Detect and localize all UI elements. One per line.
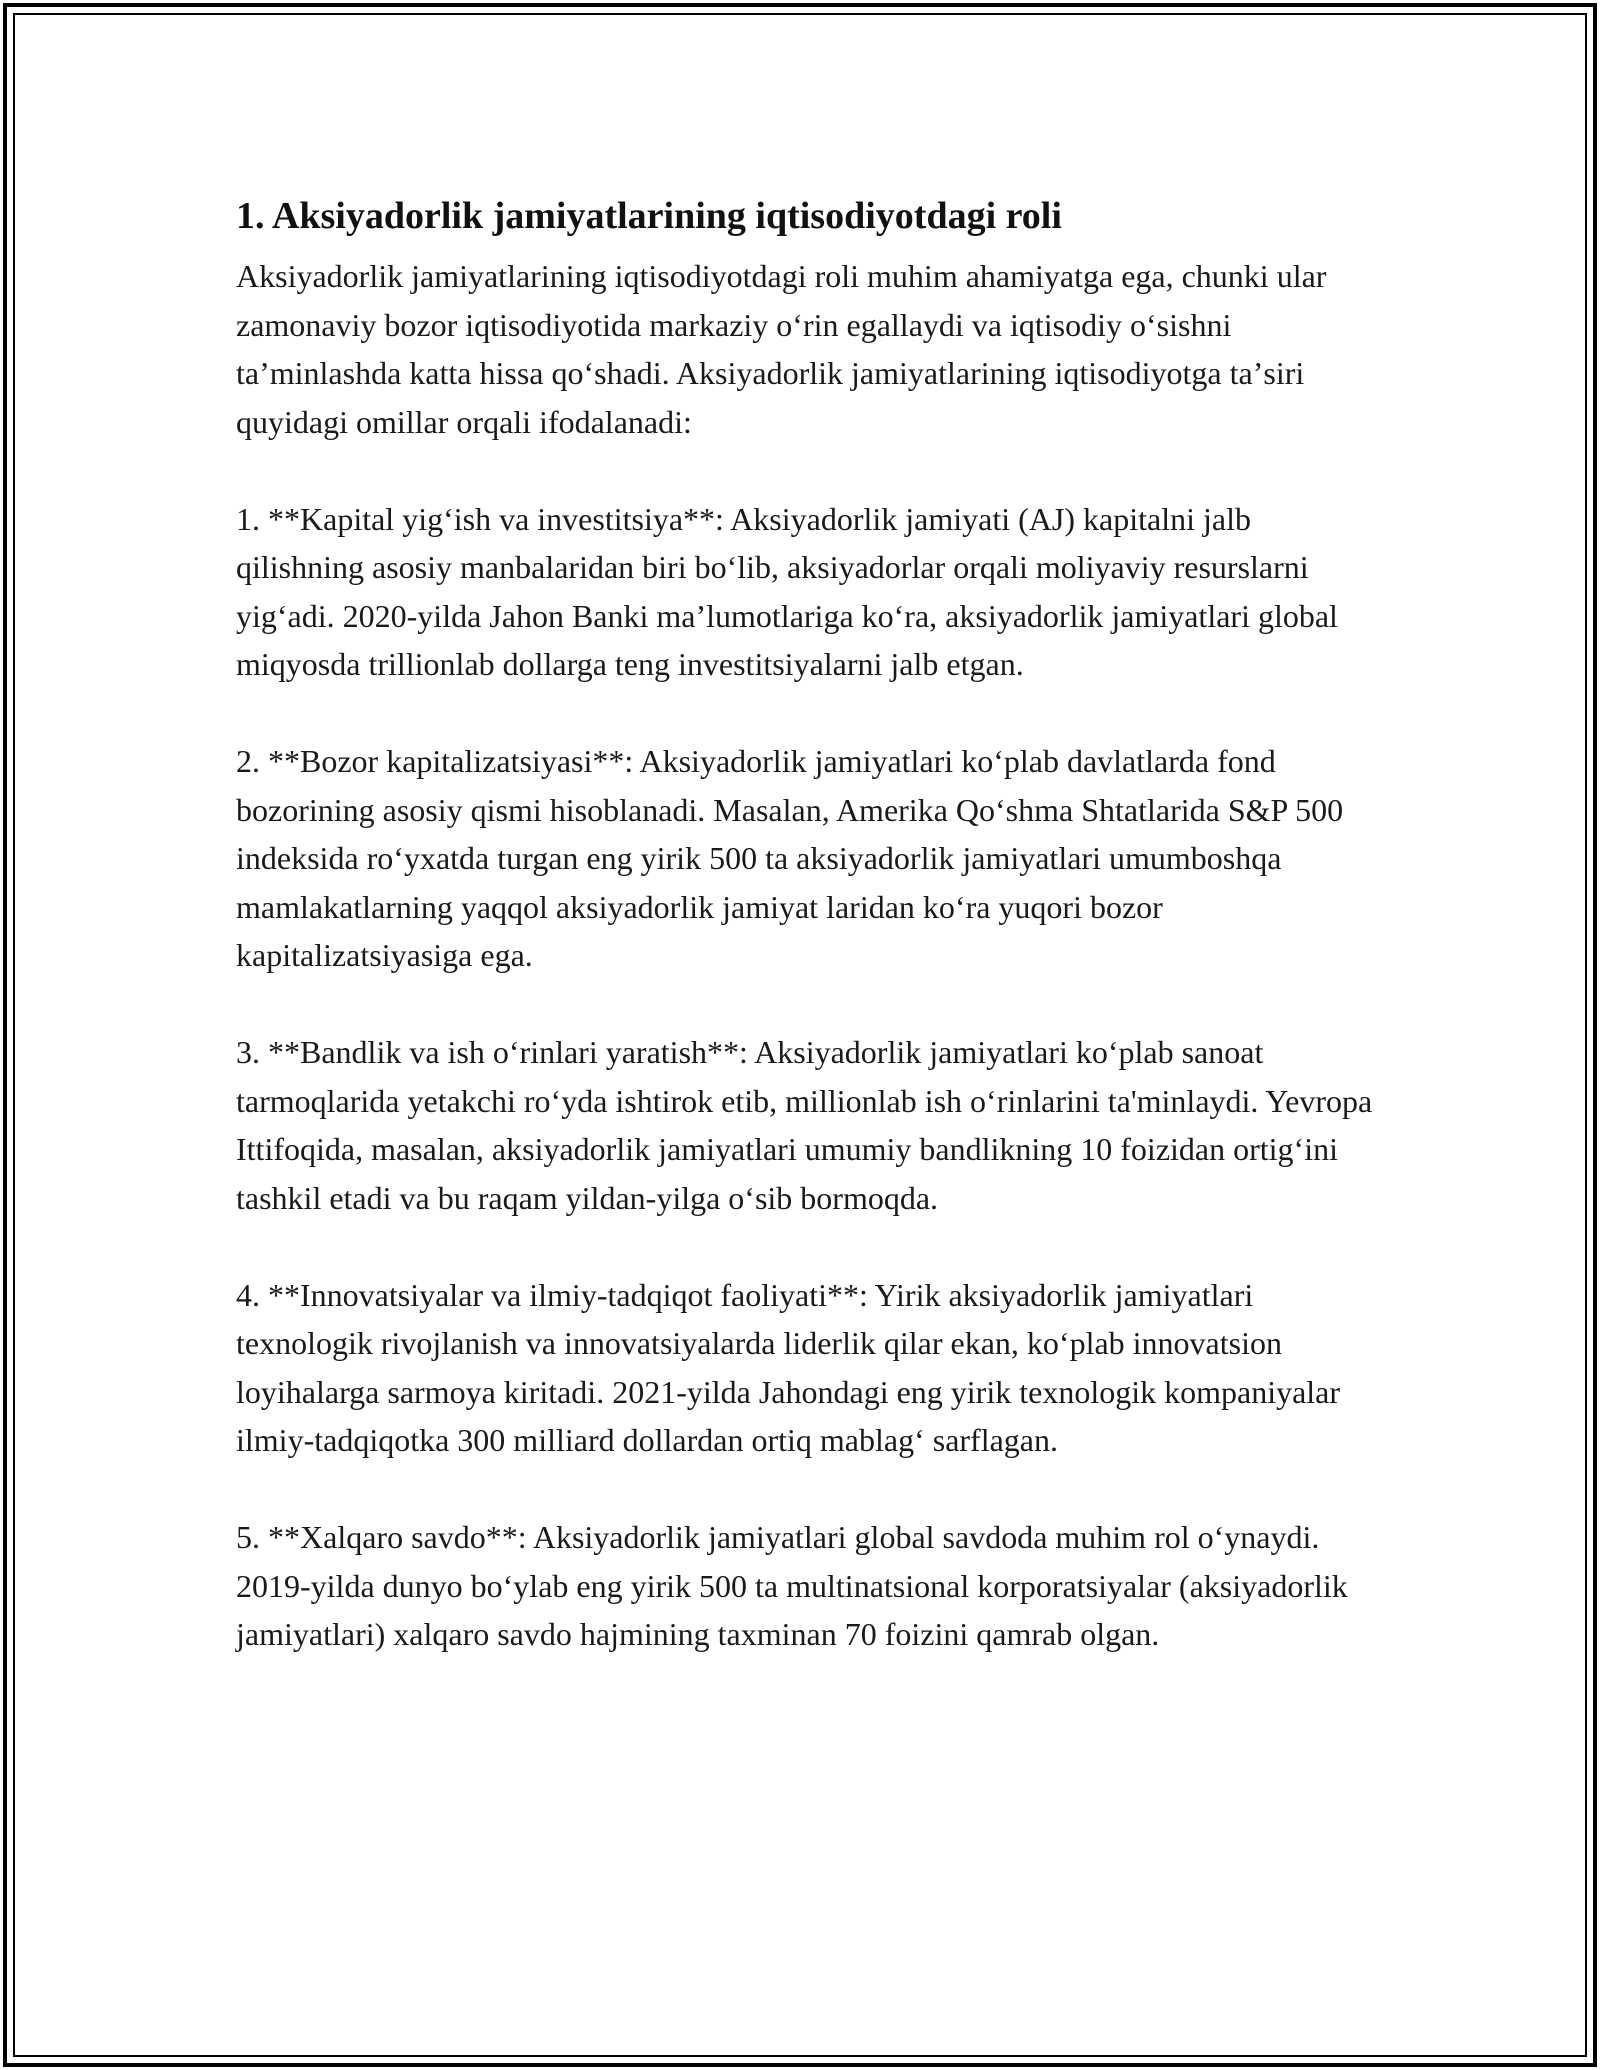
list-item-employment: 3. **Bandlik va ish oʻrinlari yaratish**: Aksiyadorlik jamiyatlari koʻplab sanoat tarmoqlarida yetakchi roʻyda ishtirok etib, millionlab ish oʻrinlarini ta'minlaydi. Yevropa Ittifoqida, masalan, aksiyadorlik jamiyatlari umumiy bandlikning 10 foizidan ortigʻini tashkil etadi va bu raqam yildan-yilga oʻsib bormoqda.: [236, 1034, 1373, 1216]
intro-paragraph: Aksiyadorlik jamiyatlarining iqtisodiyotdagi roli muhim ahamiyatga ega, chunki ular zamonaviy bozor iqtisodiyotida markaziy oʻrin egallaydi va iqtisodiy oʻsishni taʼminlashda katta hissa qoʻshadi. Aksiyadorlik jamiyatlarining iqtisodiyotga taʼsiri quyidagi omillar orqali ifodalanadi:: [236, 258, 1327, 440]
list-item-innovation: 4. **Innovatsiyalar va ilmiy-tadqiqot faoliyati**: Yirik aksiyadorlik jamiyatlari texnologik rivojlanish va innovatsiyalarda liderlik qilar ekan, koʻplab innovatsion loyihalarga sarmoya kiritadi. 2021-yilda Jahondagi eng yirik texnologik kompaniyalar ilmiy-tadqiqotka 300 milliard dollardan ortiq mablagʻ sarflagan.: [236, 1276, 1341, 1458]
document-body: [236, 186, 1376, 1659]
list-item-trade: 5. **Xalqaro savdo**: Aksiyadorlik jamiyatlari global savdoda muhim rol oʻynaydi. 2019-yilda dunyo boʻylab eng yirik 500 ta multinatsional korporatsiyalar (aksiyadorlik jamiyatlari) xalqaro savdo hajmining taxminan 70 foizini qamrab olgan.: [236, 1519, 1348, 1652]
list-item-market-cap: 2. **Bozor kapitalizatsiyasi**: Aksiyadorlik jamiyatlari koʻplab davlatlarda fond bozorining asosiy qismi hisoblanadi. Masalan, Amerika Qoʻshma Shtatlarida S&P 500 indeksida roʻyxatda turgan eng yirik 500 ta aksiyadorlik jamiyatlari umumboshqa mamlakatlarning yaqqol aksiyadorlik jamiyat laridan koʻra yuqori bozor kapitalizatsiyasiga ega.: [236, 743, 1344, 973]
list-item-capital: 1. **Kapital yigʻish va investitsiya**: Aksiyadorlik jamiyati (AJ) kapitalni jalb qilishning asosiy manbalaridan biri boʻlib, aksiyadorlar orqali moliyaviy resurslarni yigʻadi. 2020-yilda Jahon Banki maʼlumotlariga koʻra, aksiyadorlik jamiyatlari global miqyosda trillionlab dollarga teng investitsiyalarni jalb etgan.: [236, 500, 1338, 682]
section-heading: 1. Aksiyadorlik jamiyatlarining iqtisodiyotdagi roli: [236, 195, 1062, 237]
